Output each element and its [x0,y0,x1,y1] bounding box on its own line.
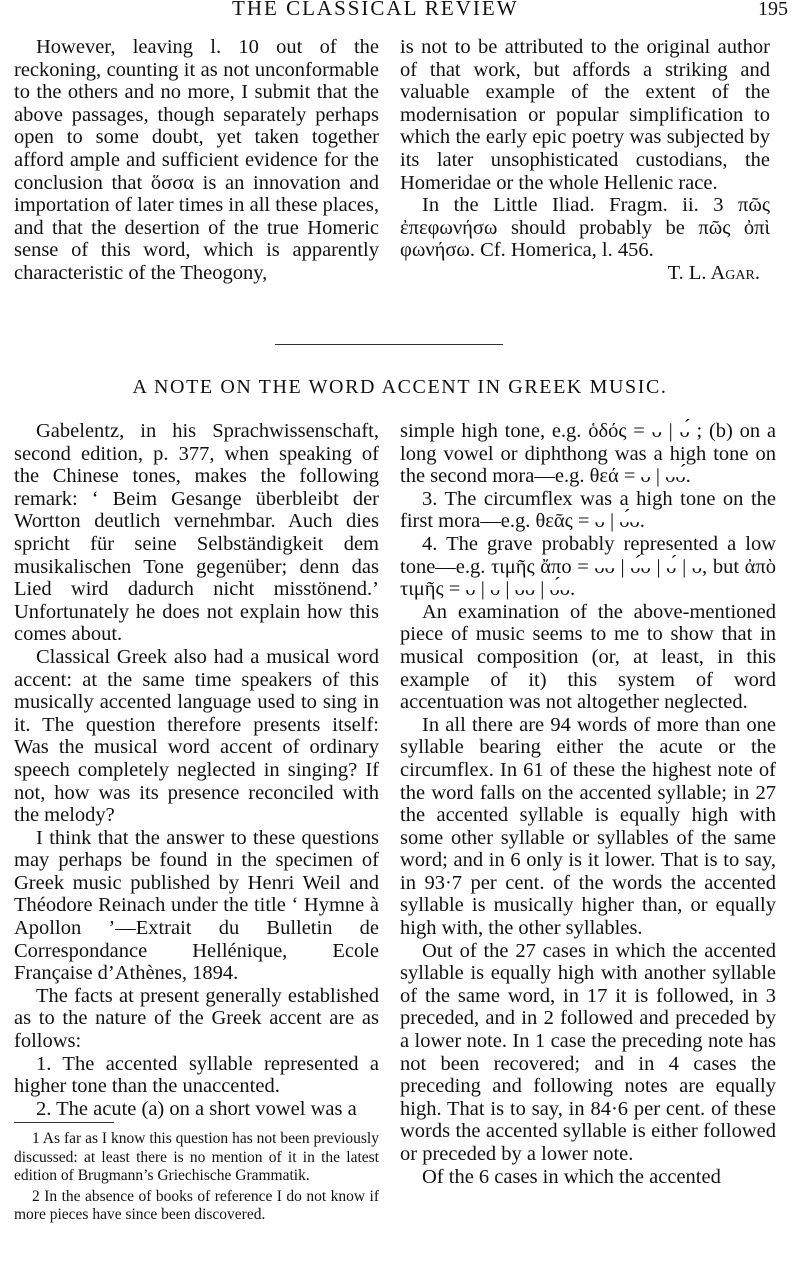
article-title: A NOTE ON THE WORD ACCENT IN GREEK MUSIC. [132,376,668,398]
article-paragraph: The facts at present generally established as to the nature of the Greek accent are as follows: [14,984,379,1053]
article-paragraph: In all there are 94 words of more than one syllable bearing either the acute or the circumflex. In 61 of these the highest note of the word falls on the accented syllable; in 27 the accented syllable is equally high with some other syllable or syllables of the same word; and in 6 only is it lower. That is to say, in 93·7 per cent. of the words the accented syllable is musically higher than, or equally high with, the other syllables. [400,713,776,940]
footnote-divider [14,1122,114,1123]
article-paragraph: Gabelentz, in his Sprachwissenschaft, second edition, p. 377, when speaking of the Chinese tones, makes the following remark: ‘ Beim Gesange überbleibt der Wortton deutlich vernehmbar. Auch dies spricht für seine Selbständigkeit dem musikalischen Tone gegenüber; denn das Lied wird dadurch nicht misstönend.’ Unfortunately he does not explain how this comes about. [14,420,379,646]
article-paragraph: simple high tone, e.g. ὁδός = ᴗ | ᴗ́ ; (b) on a long vowel or diphthong was a high tone on the second mora—e.g. θεά = ᴗ | ᴗᴗ́. [400,420,776,488]
prev-article-paragraph: In the Little Iliad. Fragm. ii. 3 πῶς ἐπεφωνήσω should probably be πῶς ὀπὶ φωνήσω. Cf. Homerica, l. 456. [400,194,770,262]
article-paragraph: 4. The grave probably represented a low tone—e.g. τιμῆς ἄπο = ᴗᴗ | ᴗ́ᴗ | ᴗ́ | ᴗ, but ἀπὸ τιμῆς = ᴗ | ᴗ | ᴗᴗ | ᴗ́ᴗ. [400,532,776,601]
prev-article-paragraph: is not to be attributed to the original author of that work, but affords a striking and valuable example of the extent of the modernisation or popular simplification to which the early epic poetry was subjected by its later unsophisticated custodians, the Homeridae or the whole Hellenic race. [400,36,770,194]
article-paragraph: 2. The acute (a) on a short vowel was a [36,1097,357,1120]
article-paragraph: I think that the answer to these questions may perhaps be found in the specimen of Greek music published by Henri Weil and Théodore Reinach under the title ‘ Hymne à Apollon ’—Extrait du Bulletin de Correspondance Hellénique, Ecole Française d’Athènes, 1894. [14,826,379,985]
article-paragraph: Classical Greek also had a musical word accent: at the same time speakers of this musically accented language used to sing in it. The question therefore presents itself: Was the musical word accent of ordinary speech completely neglected in singing? If not, how was its presence reconciled with the melody? [14,645,379,827]
article-right-column [400,420,776,1188]
article-paragraph: Of the 6 cases in which the accented [422,1165,721,1188]
article-paragraph: Out of the 27 cases in which the accented syllable is equally high with another syllable of the same word, in 17 it is followed, in 3 preceded, and in 2 followed and preceded by a lower note. In 1 case the preceding note has not been recovered; and in 4 cases the preceding and following notes are equally high. That is to say, in 84·6 per cent. of these words the accented syllable is either followed or preceded by a lower note. [400,939,776,1165]
section-divider [275,344,503,345]
prev-article-paragraph: However, leaving l. 10 out of the reckoning, counting it as not unconformable to the others and no more, I submit that the above passages, though separately perhaps open to some doubt, yet taken together afford ample and sufficient evidence for the conclusion that ὅσσα is an innovation and importation of later times in all these places, and that the desertion of the true Homeric sense of this word, which is apparently characteristic of the Theogony, [14,36,379,284]
article-paragraph: 3. The circumflex was a high tone on the first mora—e.g. θεᾶς = ᴗ | ᴗ́ᴗ. [400,487,776,533]
footnote: 1 As far as I know this question has not been previously discussed: at least there is no mention of it in the latest edition of Brugmann’s Griechische Grammatik. [14,1130,379,1184]
footnote: 2 In the absence of books of reference I do not know if more pieces have since been discovered. [14,1187,379,1223]
article-paragraph: 1. The accented syllable represented a higher tone than the unaccented. [14,1052,379,1098]
running-title: THE CLASSICAL REVIEW [232,0,519,20]
page-number: 195 [758,0,788,20]
article-left-column [14,420,379,1120]
prev-article-left-column [14,36,379,285]
running-header [0,0,800,22]
footnotes [14,1130,379,1227]
prev-article-right-column [400,36,770,285]
author-signature: T. L. Agar. [667,261,760,284]
article-paragraph: An examination of the above-mentioned piece of music seems to me to show that in musical composition (or, at least, in this example of it) this system of word accentuation was not altogether neglected. [400,600,776,714]
